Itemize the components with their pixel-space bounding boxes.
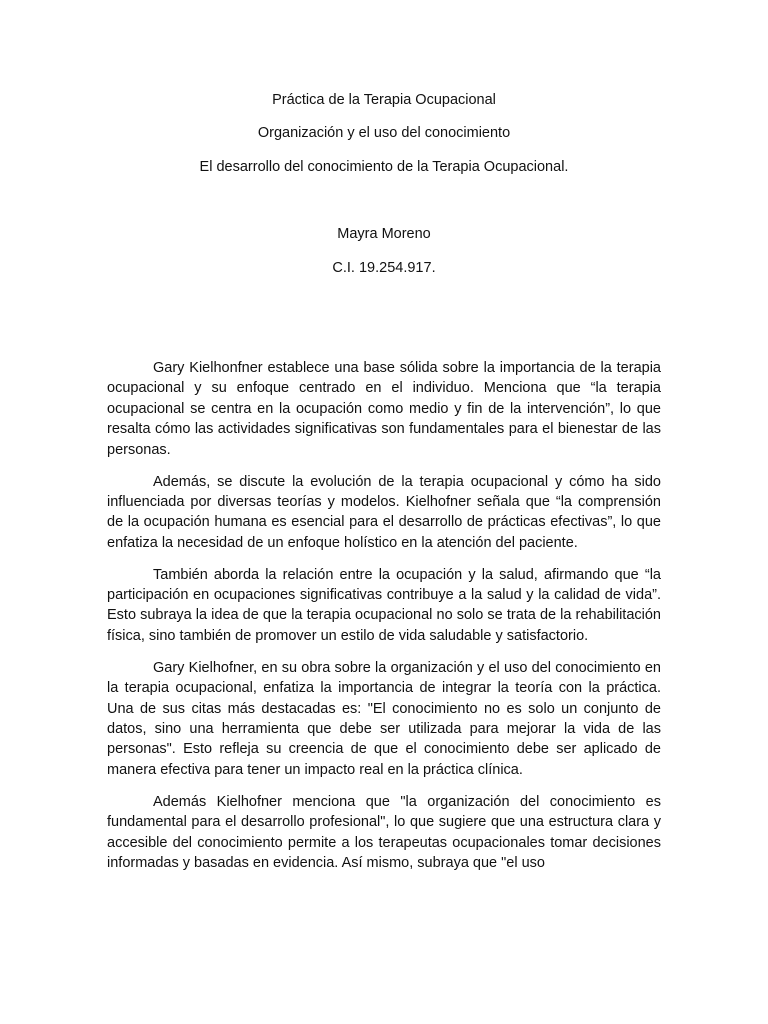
- course-title: Práctica de la Terapia Ocupacional: [272, 92, 496, 108]
- author-id: C.I. 19.254.917.: [332, 260, 436, 276]
- paragraph: Además Kielhofner menciona que "la organización del conocimiento es fundamental para el desarrollo profesional", lo que sugiere que una estructura clara y accesible del conocimiento permite a los terapeutas ocupacionales tomar decisiones informadas y basadas en evidencia. Así mismo, subraya que "el uso: [107, 793, 661, 871]
- document-title: El desarrollo del conocimiento de la Terapia Ocupacional.: [199, 159, 569, 175]
- paragraph: Gary Kielhofner, en su obra sobre la organización y el uso del conocimiento en la terapia ocupacional, enfatiza la importancia de integrar la teoría con la práctica. Una de sus citas más destacadas es: "El conocimiento no es solo un conjunto de datos, sino una herramienta que debe ser utilizada para mejorar la vida de las personas". Esto refleja su creencia de que el conocimiento debe ser aplicado de manera efectiva para tener un impacto real en la práctica clínica.: [107, 659, 661, 778]
- topic-subtitle: Organización y el uso del conocimiento: [257, 125, 511, 141]
- paragraph: También aborda la relación entre la ocupación y la salud, afirmando que “la participación en ocupaciones significativas contribuye a la salud y la calidad de vida”. Esto subraya la idea de que la terapia ocupacional no solo se trata de la rehabilitación física, sino también de promover un estilo de vida saludable y satisfactorio.: [107, 566, 661, 644]
- document-body: [107, 358, 661, 885]
- paragraph: Además, se discute la evolución de la terapia ocupacional y cómo ha sido influenciada por diversas teorías y modelos. Kielhofner señala que “la comprensión de la ocupación humana es esencial para el desarrollo de prácticas efectivas”, lo que enfatiza la necesidad de un enfoque holístico en la atención del paciente.: [107, 473, 661, 551]
- paragraph: Gary Kielhonfner establece una base sólida sobre la importancia de la terapia ocupacional y su enfoque centrado en el individuo. Menciona que “la terapia ocupacional se centra en la ocupación como medio y fin de la intervención”, lo que resalta cómo las actividades significativas son fundamentales para el bienestar de las personas.: [107, 360, 661, 458]
- author-name: Mayra Moreno: [337, 226, 431, 242]
